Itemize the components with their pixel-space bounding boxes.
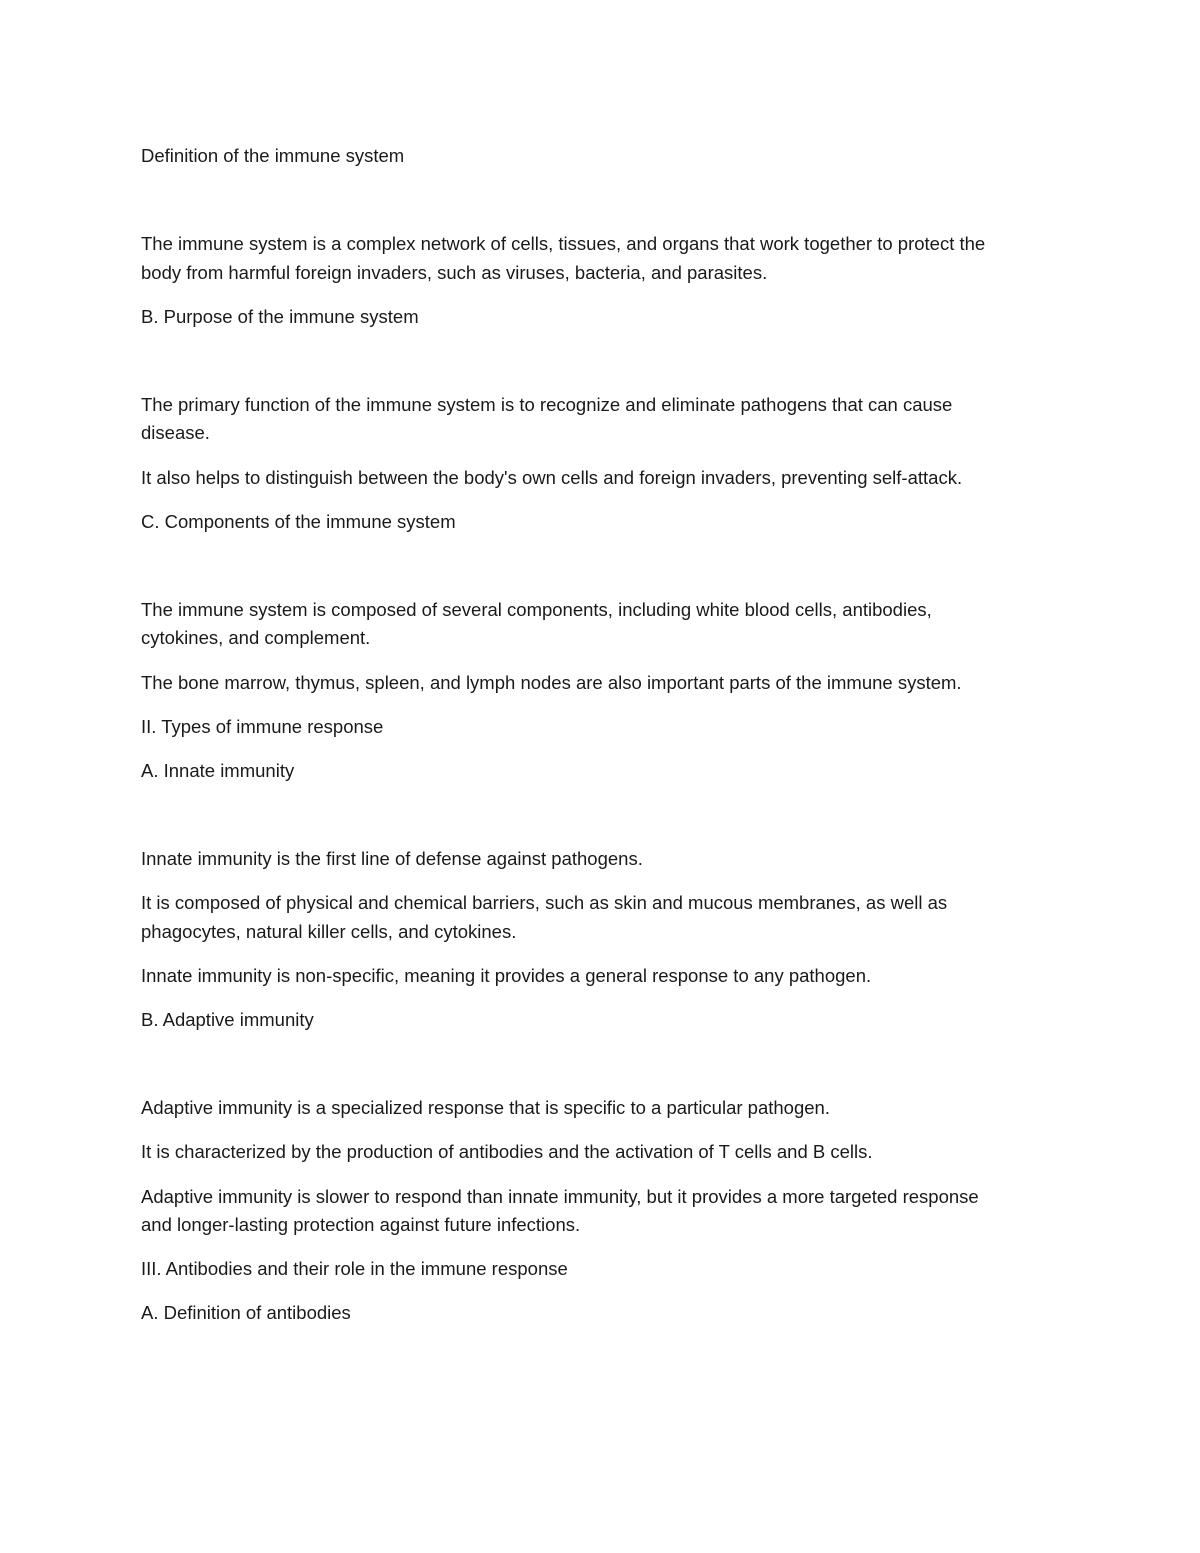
purpose-paragraph-line-2: disease. xyxy=(141,422,210,443)
adaptive-paragraph-1: Adaptive immunity is a specialized response that is specific to a particular pathogen. xyxy=(141,1097,830,1118)
heading-purpose: B. Purpose of the immune system xyxy=(141,306,419,327)
adaptive-paragraph-3-line-2: and longer-lasting protection against future infections. xyxy=(141,1214,581,1235)
purpose-paragraph-line-1: The primary function of the immune system is to recognize and eliminate pathogens that can cause xyxy=(141,394,953,415)
adaptive-paragraph-2: It is characterized by the production of antibodies and the activation of T cells and B cells. xyxy=(141,1141,873,1162)
innate-paragraph-3: Innate immunity is non-specific, meaning it provides a general response to any pathogen. xyxy=(141,965,872,986)
heading-adaptive: B. Adaptive immunity xyxy=(141,1009,314,1030)
heading-definition: Definition of the immune system xyxy=(141,145,405,166)
innate-paragraph-2-line-2: phagocytes, natural killer cells, and cytokines. xyxy=(141,921,517,942)
innate-paragraph-1: Innate immunity is the first line of defense against pathogens. xyxy=(141,848,643,869)
definition-paragraph-line-1: The immune system is a complex network of cells, tissues, and organs that work together to protect the xyxy=(141,233,986,254)
components-paragraph-2: The bone marrow, thymus, spleen, and lymph nodes are also important parts of the immune system. xyxy=(141,672,962,693)
heading-definition-of-antibodies: A. Definition of antibodies xyxy=(141,1302,351,1323)
components-paragraph-line-1: The immune system is composed of several components, including white blood cells, antibodies, xyxy=(141,599,932,620)
definition-paragraph-line-2: body from harmful foreign invaders, such as viruses, bacteria, and parasites. xyxy=(141,262,768,283)
adaptive-paragraph-3-line-1: Adaptive immunity is slower to respond than innate immunity, but it provides a more targeted response xyxy=(141,1186,979,1207)
heading-components: C. Components of the immune system xyxy=(141,511,456,532)
components-paragraph-line-2: cytokines, and complement. xyxy=(141,627,371,648)
heading-types: II. Types of immune response xyxy=(141,716,384,737)
heading-antibodies: III. Antibodies and their role in the immune response xyxy=(141,1258,568,1279)
innate-paragraph-2-line-1: It is composed of physical and chemical barriers, such as skin and mucous membranes, as well as xyxy=(141,892,948,913)
purpose-paragraph-2: It also helps to distinguish between the body's own cells and foreign invaders, preventing self-attack. xyxy=(141,467,963,488)
heading-innate: A. Innate immunity xyxy=(141,760,295,781)
